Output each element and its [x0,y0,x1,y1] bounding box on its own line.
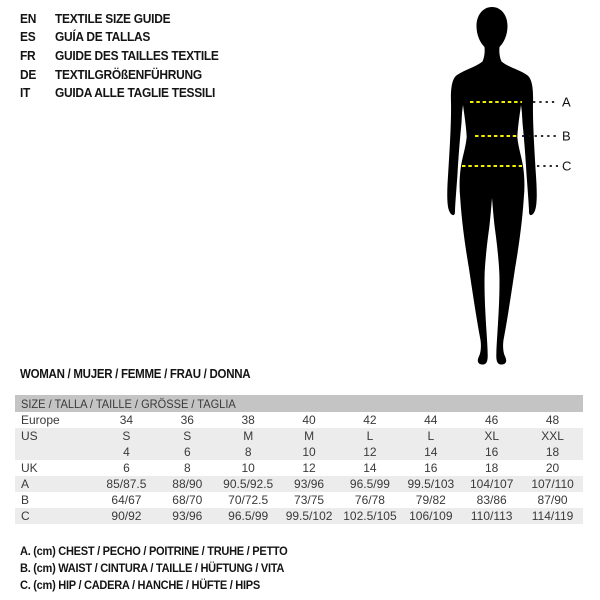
size-cell: 42 [363,413,377,427]
table-row [15,428,583,444]
size-cell: 104/107 [469,477,514,491]
language-list [20,9,219,102]
size-cell: 8 [183,461,191,475]
size-cell: 12 [363,445,377,459]
size-cell: M [304,429,315,443]
size-cell: 10 [241,461,255,475]
language-title: GUIDA ALLE TAGLIE TESSILI [54,85,216,101]
table-header-row [15,395,583,412]
size-cell: 99.5/103 [407,477,455,491]
size-table-body [15,395,583,524]
size-cell: 44 [424,413,438,427]
size-cell: 70/72.5 [228,493,269,507]
language-row [20,83,219,102]
size-cell: 107/110 [531,477,574,491]
size-cell: 40 [302,413,316,427]
size-cell: 14 [424,445,438,459]
size-cell: 73/75 [294,493,325,507]
size-cell: S [122,429,131,443]
size-cell: 4 [123,445,130,459]
size-cell: 88/90 [172,477,203,491]
language-row [20,65,219,84]
legend-line: A. (cm) CHEST / PECHO / POITRINE / TRUHE / PETTO [20,544,288,558]
language-row [20,9,219,28]
size-cell: 18 [545,445,560,459]
size-cell: 12 [302,461,316,475]
size-cell: 90.5/92.5 [223,477,274,491]
size-cell: 96.5/99 [228,509,269,523]
size-cell: 83/86 [476,493,507,507]
size-cell: 16 [424,461,438,475]
size-cell: L [366,429,374,443]
size-cell: 36 [180,413,194,427]
table-header: SIZE / TALLA / TAILLE / GRÖSSE / TAGLIA [15,395,583,412]
section-title: WOMAN / MUJER / FEMME / FRAU / DONNA [20,367,251,381]
table-row [15,476,583,492]
size-cell: 87/90 [537,493,568,507]
row-label: Europe [21,413,60,427]
size-cell: XL [484,429,500,443]
size-cell: 14 [363,461,377,475]
size-cell: 34 [119,413,134,427]
language-code: ES [20,29,36,45]
size-table [15,395,583,524]
table-row [15,444,583,460]
size-cell: 96.5/99 [349,477,390,491]
language-row [20,28,219,47]
row-label [15,444,96,460]
row-label: UK [21,461,38,475]
size-cell: 64/67 [111,493,142,507]
table-row [15,412,583,428]
language-code: EN [20,10,37,26]
size-cell: 48 [545,413,560,427]
woman-silhouette-icon [447,7,537,365]
language-title: TEXTILE SIZE GUIDE [54,10,171,26]
size-cell: 76/78 [354,493,385,507]
size-cell: 99.5/102 [285,509,333,523]
language-code: IT [20,85,31,101]
measurement-legend [20,543,287,594]
size-cell: 10 [302,445,316,459]
size-cell: 114/119 [531,509,574,523]
legend-line: C. (cm) HIP / CADERA / HANCHE / HÜFTE / HIPS [20,578,260,592]
size-cell: 90/92 [111,509,142,523]
size-cell: 79/82 [415,493,446,507]
marker-label-b: B [562,128,571,144]
table-row [15,492,583,508]
table-row [15,460,583,476]
size-cell: 106/109 [409,509,453,523]
row-label: C [21,509,30,523]
size-cell: 93/96 [172,509,203,523]
size-cell: 110/113 [470,509,513,523]
size-cell: 46 [485,413,499,427]
table-row [15,508,583,524]
size-cell: 20 [545,461,560,475]
row-label: US [21,429,38,443]
size-cell: 38 [241,413,255,427]
size-cell: 85/87.5 [106,477,147,491]
language-code: FR [20,47,36,63]
language-title: GUÍA DE TALLAS [54,29,151,45]
size-cell: 16 [485,445,499,459]
row-label: B [21,493,30,507]
size-cell: XXL [541,429,564,443]
size-figure [437,4,597,370]
size-cell: 68/70 [172,493,203,507]
marker-label-a: A [562,94,571,110]
size-cell: 8 [244,445,252,459]
language-row [20,46,219,65]
language-title: GUIDE DES TAILLES TEXTILE [54,47,219,63]
size-cell: 6 [183,445,191,459]
size-cell: S [183,429,192,443]
language-title: TEXTILGRÖßENFÜHRUNG [54,66,202,82]
size-cell: 102.5/105 [343,509,397,523]
size-cell: 6 [123,461,130,475]
size-cell: M [243,429,254,443]
legend-line: B. (cm) WAIST / CINTURA / TAILLE / HÜFTUNG / VITA [20,561,285,575]
marker-label-c: C [562,158,572,174]
language-code: DE [20,66,37,82]
size-cell: L [427,429,435,443]
size-cell: 18 [485,461,499,475]
size-cell: 93/96 [294,477,325,491]
row-label: A [21,477,30,491]
